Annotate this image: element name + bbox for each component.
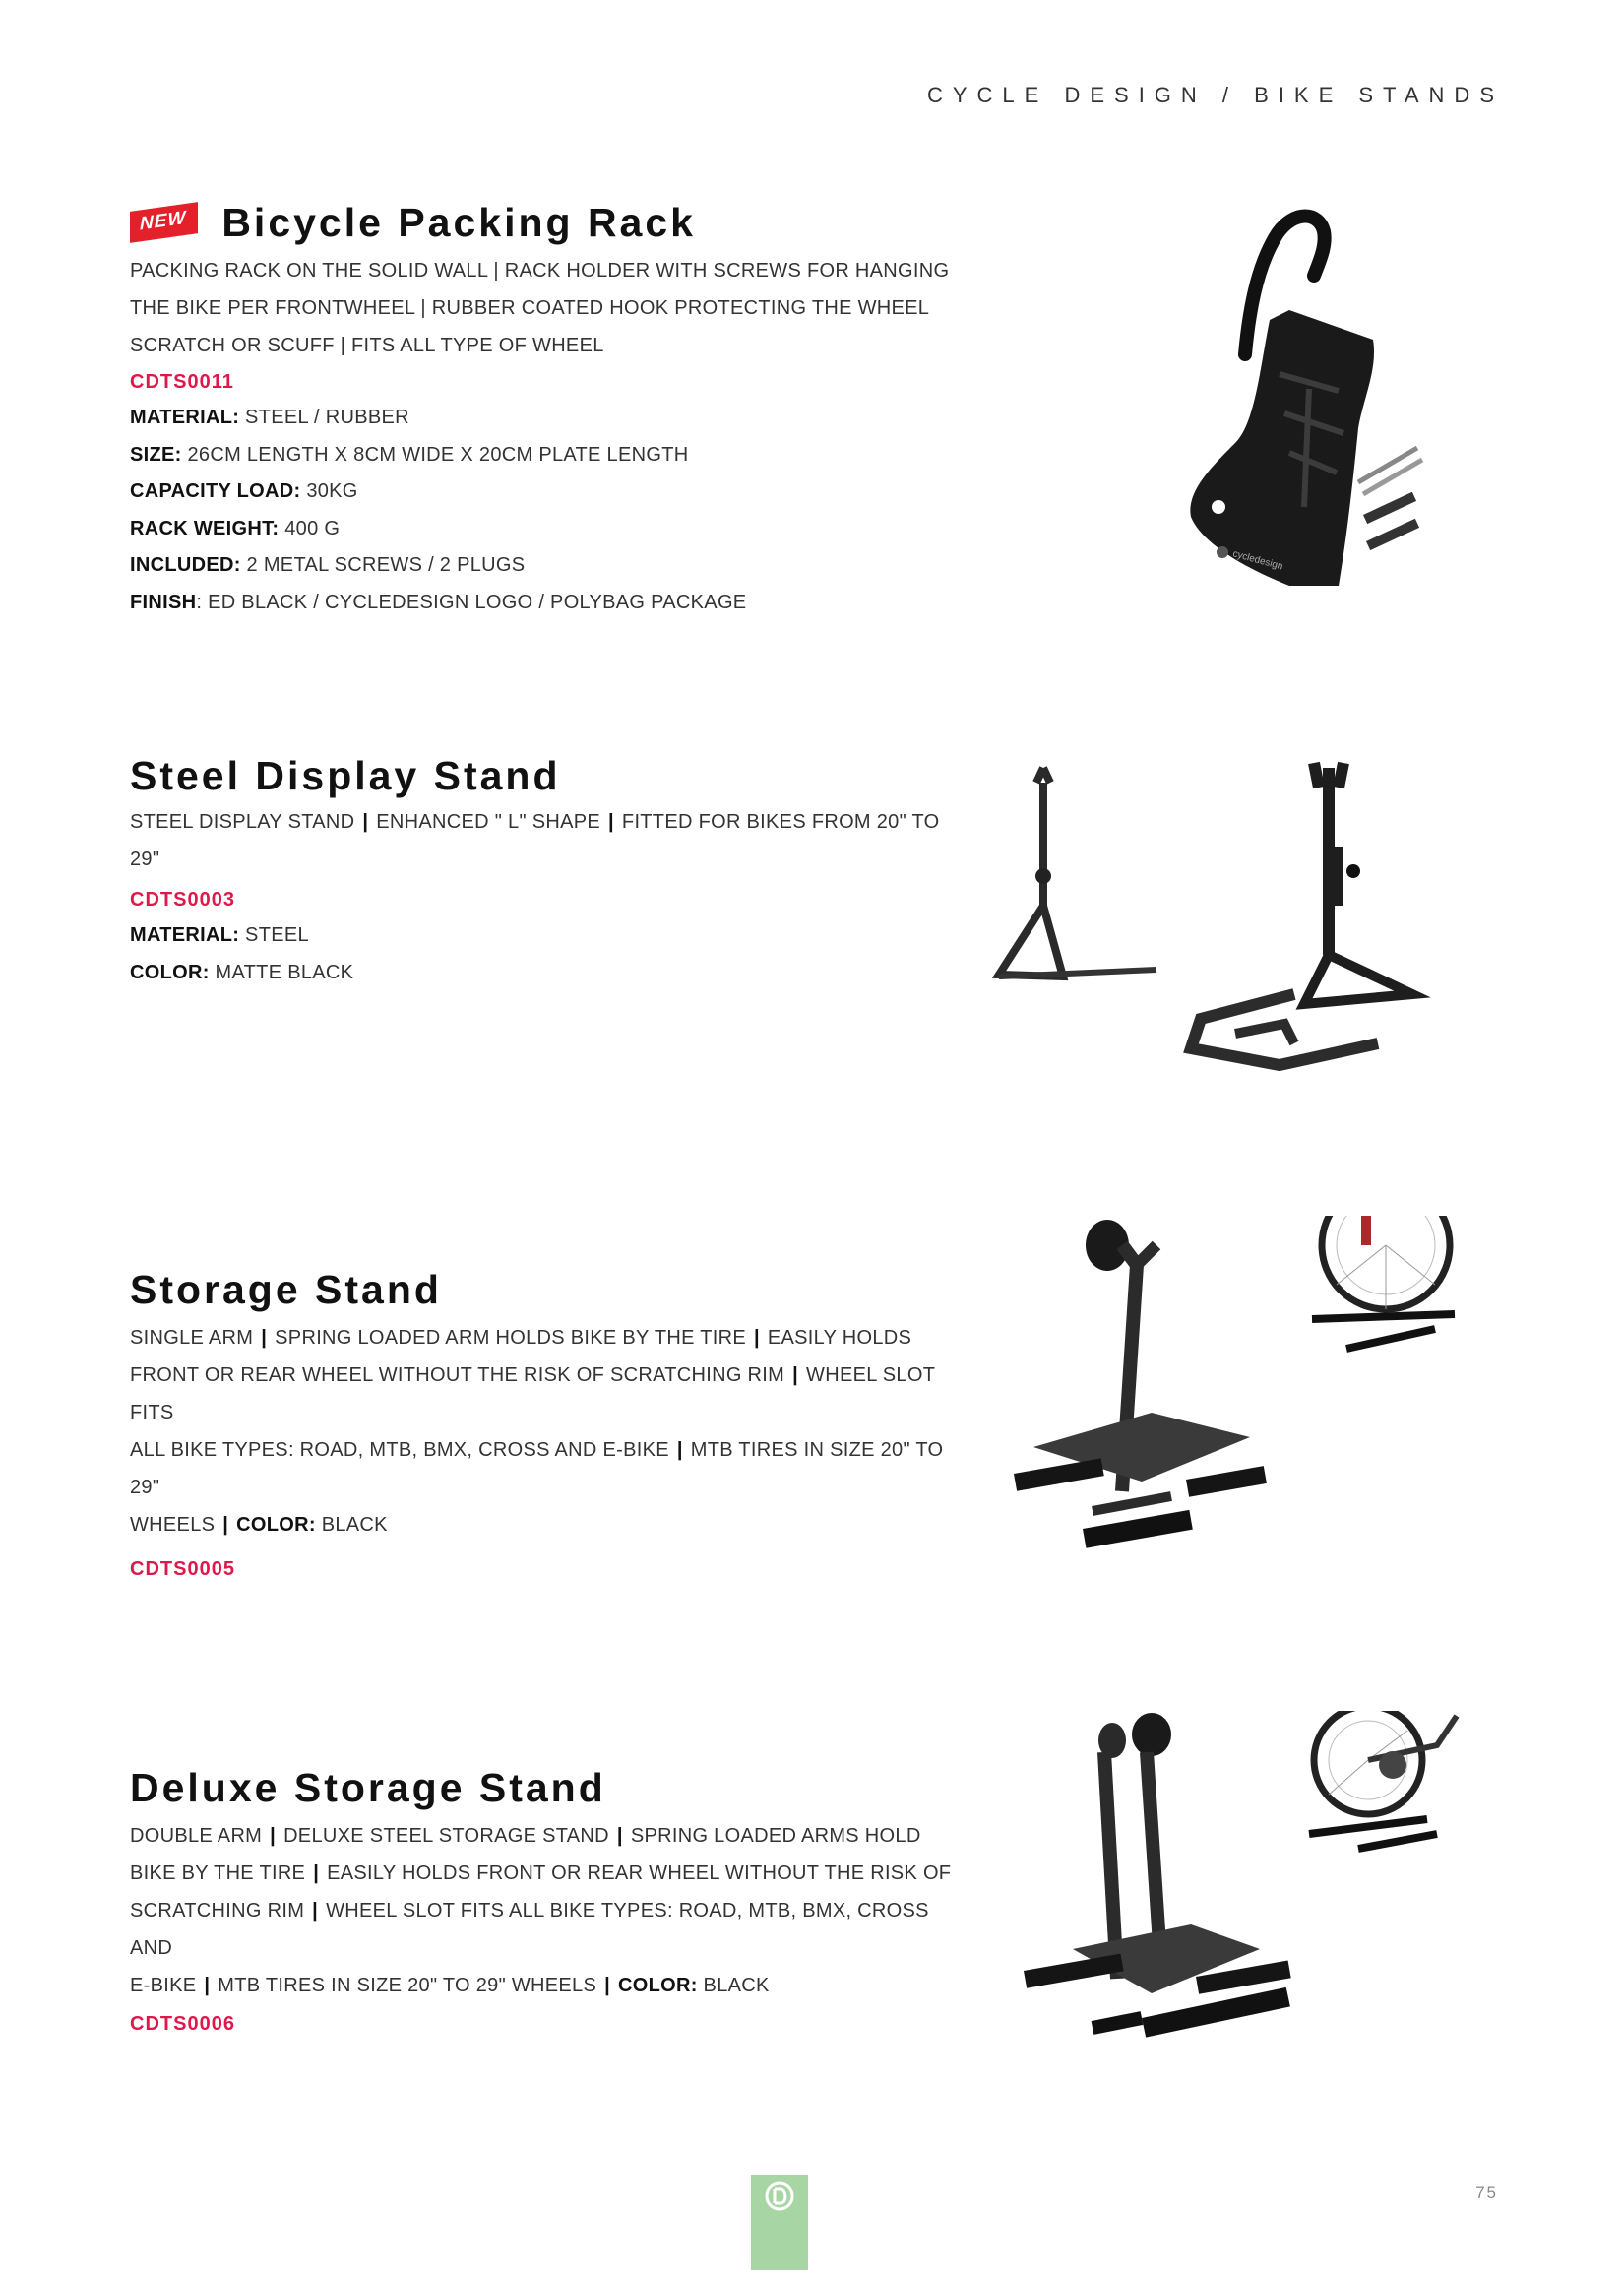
product-code: CDTS0006 (130, 2013, 235, 2035)
spec-row: MATERIAL: STEEL / RUBBER (130, 407, 409, 428)
description-line: PACKING RACK ON THE SOLID WALL | RACK HOLDER WITH SCREWS FOR HANGING (130, 260, 950, 282)
spec-row: FINISH: ED BLACK / CYCLEDESIGN LOGO / POLYBAG PACKAGE (130, 591, 747, 613)
description-line: ALL BIKE TYPES: ROAD, MTB, BMX, CROSS AND E-BIKE | MTB TIRES IN SIZE 20" TO 29" (130, 1439, 944, 1498)
storage-stand-image (1004, 1216, 1299, 1570)
spec-row: INCLUDED: 2 METAL SCREWS / 2 PLUGS (130, 554, 526, 576)
new-badge: NEW (130, 202, 198, 243)
product-description: STEEL DISPLAY STAND | ENHANCED " L" SHAPE | FITTED FOR BIKES FROM 20" TO 29" (130, 811, 940, 870)
product-title (130, 197, 957, 248)
description-line: SCRATCH OR SCUFF | FITS ALL TYPE OF WHEEL (130, 335, 604, 356)
product-code: CDTS0005 (130, 1558, 235, 1580)
description-line: WHEELS | COLOR: BLACK (130, 1514, 388, 1536)
deluxe-stand-in-use-image (1299, 1711, 1467, 1854)
description-line: DOUBLE ARM | DELUXE STEEL STORAGE STAND | SPRING LOADED ARMS HOLD (130, 1825, 921, 1847)
rack-logo-text: cycledesign (1231, 548, 1284, 573)
page-header: CYCLE DESIGN / BIKE STANDS (926, 83, 1504, 107)
product-steel-display-stand (130, 750, 957, 991)
description-line: E-BIKE | MTB TIRES IN SIZE 20" TO 29" WHEELS | COLOR: BLACK (130, 1975, 770, 1996)
product-name: Deluxe Storage Stand (130, 1765, 606, 1810)
product-name: Steel Display Stand (130, 753, 561, 798)
packing-rack-image (1161, 202, 1476, 605)
product-storage-stand (130, 1264, 957, 1587)
spec-row: MATERIAL: STEEL (130, 924, 309, 946)
product-code: CDTS0011 (130, 371, 234, 393)
product-name: Bicycle Packing Rack (221, 200, 696, 245)
product-name: Storage Stand (130, 1267, 442, 1312)
display-stand-image (989, 758, 1442, 1073)
spec-row: RACK WEIGHT: 400 G (130, 517, 341, 539)
storage-stand-in-use-image (1307, 1216, 1465, 1354)
description-line: BIKE BY THE TIRE | EASILY HOLDS FRONT OR REAR WHEEL WITHOUT THE RISK OF (130, 1862, 952, 1884)
spec-row: SIZE: 26CM LENGTH X 8CM WIDE X 20CM PLATE LENGTH (130, 443, 689, 466)
spec-row: COLOR: MATTE BLACK (130, 961, 354, 983)
deluxe-storage-stand-image (1014, 1713, 1319, 2057)
cycledesign-logo-icon (763, 2179, 796, 2213)
spec-row: CAPACITY LOAD: 30KG (130, 480, 358, 502)
description-line: SCRATCHING RIM | WHEEL SLOT FITS ALL BIKE TYPES: ROAD, MTB, BMX, CROSS AND (130, 1900, 929, 1959)
product-code: CDTS0003 (130, 889, 235, 911)
description-line: THE BIKE PER FRONTWHEEL | RUBBER COATED HOOK PROTECTING THE WHEEL (130, 297, 930, 319)
page-number: 75 (1475, 2183, 1498, 2202)
description-line: SINGLE ARM | SPRING LOADED ARM HOLDS BIKE BY THE TIRE | EASILY HOLDS (130, 1327, 912, 1349)
product-bicycle-packing-rack (130, 197, 957, 621)
description-line: FRONT OR REAR WHEEL WITHOUT THE RISK OF SCRATCHING RIM | WHEEL SLOT FITS (130, 1364, 935, 1423)
product-deluxe-storage-stand (130, 1762, 957, 2042)
footer-tab (751, 2175, 808, 2270)
